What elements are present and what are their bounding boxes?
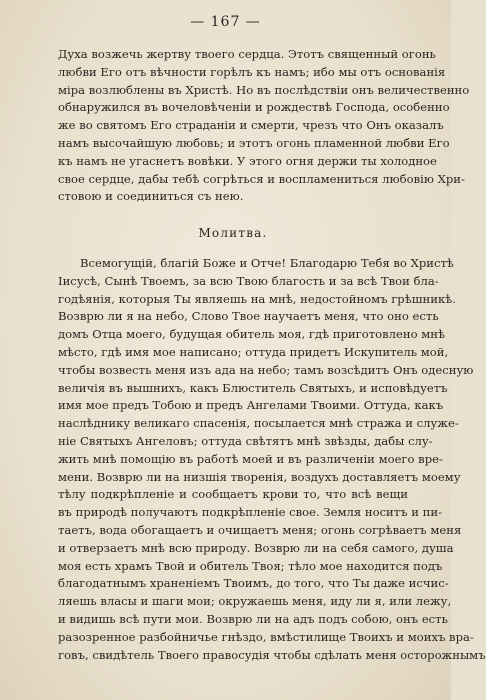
text-line: намъ высочайшую любовь; и этотъ огонь пламенной любви Его [58, 135, 450, 150]
text-line: Духа возжечь жертву твоего сердца. Этотъ священный огонь [58, 47, 436, 61]
paragraph-1 [58, 46, 470, 206]
text-line: наслѣднику великаго спасенія, посылается мнѣ стража и служе- [58, 416, 459, 431]
text-line: моя есть храмъ Твой и обитель Твоя; тѣло мое находится подъ [58, 558, 443, 573]
text-line: домъ Отца моего, будущая обитель моя, гдѣ приготовлено мнѣ [58, 327, 446, 342]
page-text [58, 46, 486, 664]
text-line: обнаружился въ вочеловѣченіи и рождествѣ Господа, особенно [58, 100, 450, 115]
text-line: и отверзаетъ мнѣ всю природу. Возврю ли на себя самого, душа [58, 540, 454, 555]
paragraph-2 [58, 255, 486, 664]
text-line: таетъ, вода обогащаетъ и очищаетъ меня; огонь согрѣваетъ меня [58, 522, 462, 537]
text-line: любви Его отъ вѣчности горѣлъ къ намъ; ибо мы отъ основанія [58, 64, 446, 79]
text-line: тѣлу подкрѣпленіе и сообщаетъ крови то, что всѣ вещи [58, 487, 408, 502]
text-line: Возврю ли я на небо, Слово Твое научаетъ меня, что оно есть [58, 309, 439, 324]
text-line: же во святомъ Его страданіи и смерти, чрезъ что Онъ оказалъ [58, 118, 444, 133]
text-line: мени. Возврю ли на низшія творенія, воздухъ доставляетъ моему [58, 469, 461, 484]
text-line: въ природѣ получаютъ подкрѣпленіе свое. Земля носитъ и пи- [58, 505, 443, 520]
text-line: и видишь всѣ пути мои. Возврю ли на адъ подъ собою, онъ есть [58, 611, 448, 626]
text-line: Всемогущій, благій Боже и Отче! Благодарю Тебя во Христѣ [80, 255, 454, 270]
text-line: къ намъ не угаснетъ вовѣки. У этого огня держи ты холодное [58, 153, 437, 168]
page-number: — 167 — [190, 14, 261, 30]
text-line: благодатнымъ храненіемъ Твоимъ, до того, что Ты даже исчис- [58, 576, 449, 591]
text-line: жить мнѣ помощію въ работѣ моей и въ различеніи моего вре- [58, 451, 443, 466]
text-line: величія въ вышнихъ, какъ Блюститель Святыхъ, и исповѣдуетъ [58, 380, 448, 395]
text-line: разозренное разбойничье гнѣздо, вмѣстилище Твоихъ и моихъ вра- [58, 629, 474, 644]
text-line: Іисусѣ, Сынѣ Твоемъ, за всю Твою благость и за всѣ Твои бла- [58, 273, 439, 288]
section-heading: Молитва. [198, 226, 268, 241]
text-line: стовою и соединиться съ нею. [58, 189, 244, 204]
text-line: ніе Святыхъ Ангеловъ; оттуда свѣтятъ мнѣ звѣзды, дабы слу- [58, 433, 433, 448]
text-line: ляешь власы и шаги мои; окружаешь меня, иду ли я, или лежу, [58, 594, 452, 609]
text-line: міра возлюблены въ Христѣ. Но въ послѣдствіи онъ величественно [58, 82, 470, 97]
text-line: мѣсто, гдѣ имя мое написано; оттуда придетъ Искупитель мой, [58, 344, 449, 359]
text-line: имя мое предъ Тобою и предъ Ангелами Твоими. Оттуда, какъ [58, 398, 444, 413]
text-line: свое сердце, дабы тебѣ согрѣться и воспламениться любовію Хри- [58, 171, 465, 186]
text-line: годѣянія, которыя Ты являешь на мнѣ, недостойномъ грѣшникѣ. [58, 291, 456, 306]
text-line: чтобы возвесть меня изъ ада на небо; тамъ возсѣдитъ Онъ одесную [58, 362, 474, 377]
text-line: говъ, свидѣтель Твоего правосудія чтобы сдѣлать меня осторожнымъ [58, 647, 486, 662]
